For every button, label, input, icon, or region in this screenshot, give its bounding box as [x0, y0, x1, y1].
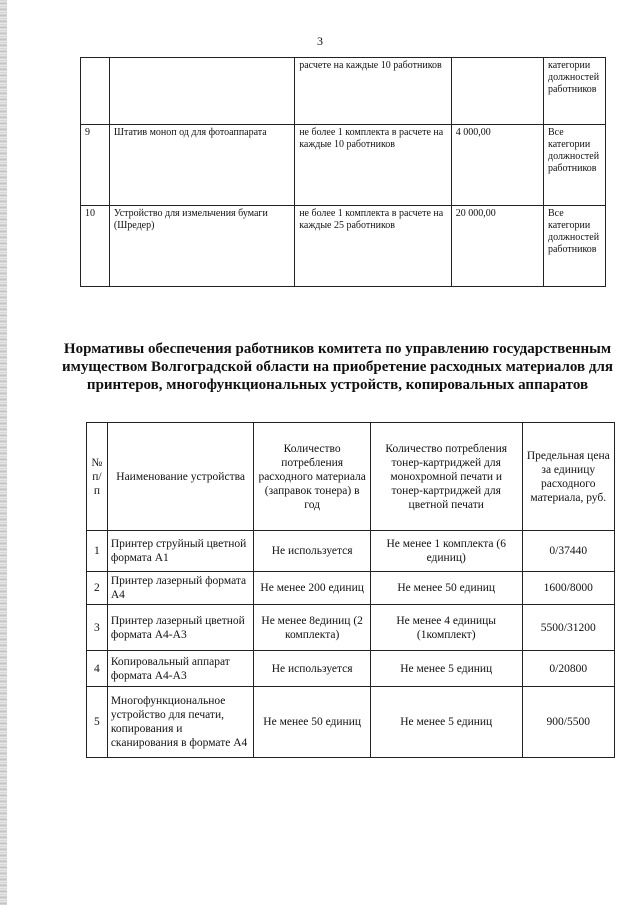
- max-price: 900/5500: [522, 687, 614, 758]
- item-category: Все категории должностей работников: [543, 125, 605, 206]
- device-name: Копировальный аппарат формата А4-А3: [107, 651, 254, 687]
- item-name: [109, 58, 294, 125]
- row-number: [81, 58, 110, 125]
- table-row: [81, 125, 606, 206]
- cartridges: Не менее 50 единиц: [370, 572, 522, 605]
- row-number: 9: [81, 125, 110, 206]
- header-device-name: Наименование устройства: [107, 423, 254, 531]
- item-price: 4 000,00: [451, 125, 543, 206]
- cartridges: Не менее 5 единиц: [370, 687, 522, 758]
- max-price: 5500/31200: [522, 605, 614, 651]
- header-max-price: Предельная цена за единицу расходного материала, руб.: [522, 423, 614, 531]
- header-num: № п/п: [87, 423, 108, 531]
- row-number: 4: [87, 651, 108, 687]
- row-number: 1: [87, 531, 108, 572]
- table-row: [87, 531, 615, 572]
- device-name: Принтер лазерный формата А4: [107, 572, 254, 605]
- scan-edge: [0, 0, 7, 905]
- device-name: Многофункциональное устройство для печати, копирования и сканирования в формате А4: [107, 687, 254, 758]
- table-row: [81, 58, 606, 125]
- device-name: Принтер лазерный цветной формата А4-А3: [107, 605, 254, 651]
- table-row: [87, 687, 615, 758]
- table-row: [81, 206, 606, 287]
- item-norm: не более 1 комплекта в расчете на каждые 10 работников: [295, 125, 452, 206]
- item-price: 20 000,00: [451, 206, 543, 287]
- consumption: Не используется: [254, 651, 370, 687]
- table-row: [87, 572, 615, 605]
- item-norm: расчете на каждые 10 работников: [295, 58, 452, 125]
- row-number: 10: [81, 206, 110, 287]
- table-row: [87, 605, 615, 651]
- item-norm: не более 1 комплекта в расчете на каждые 25 работников: [295, 206, 452, 287]
- cartridges: Не менее 4 единицы (1комплект): [370, 605, 522, 651]
- header-consumption: Количество потребления расходного материала (заправок тонера) в год: [254, 423, 370, 531]
- row-number: 2: [87, 572, 108, 605]
- item-category: категории должностей работников: [543, 58, 605, 125]
- max-price: 1600/8000: [522, 572, 614, 605]
- consumables-norms-table: [86, 422, 615, 758]
- max-price: 0/37440: [522, 531, 614, 572]
- table-header-row: [87, 423, 615, 531]
- device-name: Принтер струйный цветной формата А1: [107, 531, 254, 572]
- cartridges: Не менее 5 единиц: [370, 651, 522, 687]
- cartridges: Не менее 1 комплекта (6 единиц): [370, 531, 522, 572]
- consumption: Не менее 200 единиц: [254, 572, 370, 605]
- row-number: 5: [87, 687, 108, 758]
- consumption: Не менее 50 единиц: [254, 687, 370, 758]
- consumption: Не используется: [254, 531, 370, 572]
- header-cartridges: Количество потребления тонер-картриджей для монохромной печати и тонер-картриджей для цветной печати: [370, 423, 522, 531]
- item-name: Штатив моноп од для фотоаппарата: [109, 125, 294, 206]
- table-row: [87, 651, 615, 687]
- row-number: 3: [87, 605, 108, 651]
- page-number: 3: [317, 34, 323, 48]
- item-name: Устройство для измельчения бумаги (Шредер): [109, 206, 294, 287]
- item-price: [451, 58, 543, 125]
- section-title: Нормативы обеспечения работников комитета по управлению государственным имуществом Волгоградской области на приобретение расходных материалов для принтеров, многофункциональных устройств, копировальных аппаратов: [61, 341, 614, 393]
- equipment-norms-table: [80, 57, 606, 287]
- max-price: 0/20800: [522, 651, 614, 687]
- consumption: Не менее 8единиц (2 комплекта): [254, 605, 370, 651]
- item-category: Все категории должностей работников: [543, 206, 605, 287]
